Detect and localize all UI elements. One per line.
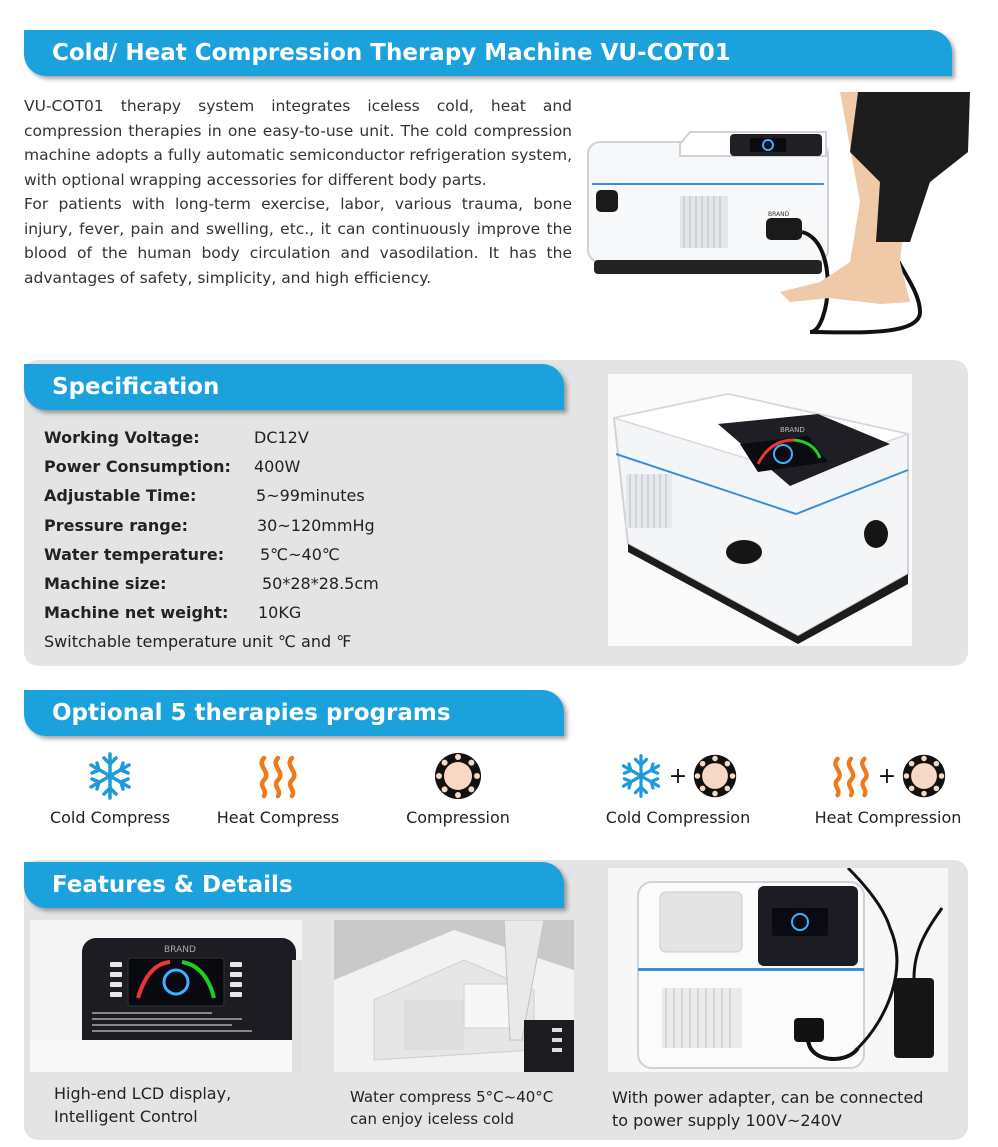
feature-lcd-image [30, 920, 302, 1072]
therapy-heat-compress [200, 748, 356, 827]
page-title: Cold/ Heat Compression Therapy Machine VU-COT01 [52, 40, 731, 66]
specification-banner [24, 364, 564, 410]
snowflake-icon [617, 752, 665, 800]
therapy-label: Heat Compress [216, 808, 340, 827]
lcd-closeup-illustration [30, 920, 302, 1072]
therapy-label: Compression [406, 808, 510, 827]
compression-icon [900, 752, 948, 800]
hero-brand-label: BRAND [768, 211, 790, 218]
spec-value: 400W [254, 457, 301, 476]
spec-label: Water temperature: [44, 545, 225, 564]
feature-power-adapter-image [608, 868, 948, 1072]
therapy-heat-compression [798, 748, 978, 827]
therapies-title: Optional 5 therapies programs [52, 700, 451, 726]
compression-icon [691, 752, 739, 800]
caption-line: High-end LCD display, [54, 1084, 232, 1103]
features-title: Features & Details [52, 872, 293, 898]
water-tank-illustration [334, 920, 574, 1072]
spec-machine-illustration [608, 374, 912, 646]
therapy-compression [386, 748, 530, 827]
spec-value: 5℃~40℃ [260, 545, 340, 564]
snowflake-icon [84, 750, 136, 802]
spec-value: 30~120mmHg [257, 516, 375, 535]
spec-label: Pressure range: [44, 516, 188, 535]
feature-water-tank-image [334, 920, 574, 1072]
spec-note: Switchable temperature unit ℃ and ℉ [44, 632, 352, 651]
therapy-cold-compress [34, 748, 186, 827]
caption-line: Water compress 5°C~40°C [350, 1088, 554, 1106]
feature-caption-water [350, 1086, 553, 1130]
intro-text [24, 94, 572, 290]
heat-waves-icon [828, 753, 874, 799]
spec-brand-label: BRAND [780, 426, 805, 434]
power-adapter-illustration [608, 868, 948, 1072]
spec-value: 5~99minutes [256, 486, 365, 505]
therapy-label: Cold Compression [605, 808, 751, 827]
specification-title: Specification [52, 374, 220, 400]
caption-line: With power adapter, can be connected [612, 1088, 924, 1107]
spec-label: Working Voltage: [44, 428, 200, 447]
therapy-label: Heat Compression [814, 808, 962, 827]
heat-waves-icon [254, 752, 302, 800]
caption-line: can enjoy iceless cold [350, 1110, 514, 1128]
spec-label: Machine size: [44, 574, 167, 593]
compression-icon [432, 750, 484, 802]
spec-value: 50*28*28.5cm [262, 574, 379, 593]
spec-value: 10KG [258, 603, 302, 622]
intro-paragraph-2: For patients with long-term exercise, labor, various trauma, bone injury, fever, pain and swelling, etc., it can continuously improve the blood of the human body circulation and vasodilation. It has the advantages of safety, simplicity, and high efficiency. [24, 195, 572, 287]
feature-caption-power [612, 1086, 923, 1132]
plus-sign: + [877, 763, 897, 789]
therapy-label: Cold Compress [49, 808, 171, 827]
spec-label: Power Consumption: [44, 457, 231, 476]
spec-machine-image [608, 374, 912, 646]
caption-line: to power supply 100V~240V [612, 1111, 842, 1130]
spec-label: Machine net weight: [44, 603, 229, 622]
spec-value: DC12V [254, 428, 309, 447]
spec-label: Adjustable Time: [44, 486, 197, 505]
plus-sign: + [668, 763, 688, 789]
caption-line: Intelligent Control [54, 1107, 198, 1126]
therapies-banner [24, 690, 564, 736]
feature-caption-lcd [54, 1082, 231, 1128]
therapy-cold-compression [590, 748, 766, 827]
hero-product-image [580, 92, 980, 344]
header-banner [24, 30, 952, 76]
intro-paragraph-1: VU-COT01 therapy system integrates iceless cold, heat and compression therapies in one easy-to-use unit. The cold compression machine adopts a fully automatic semiconductor refrigeration system, with optional wrapping accessories for different body parts. [24, 97, 572, 189]
hero-illustration [580, 92, 980, 344]
lcd-brand-label: BRAND [164, 945, 196, 955]
features-banner [24, 862, 564, 908]
